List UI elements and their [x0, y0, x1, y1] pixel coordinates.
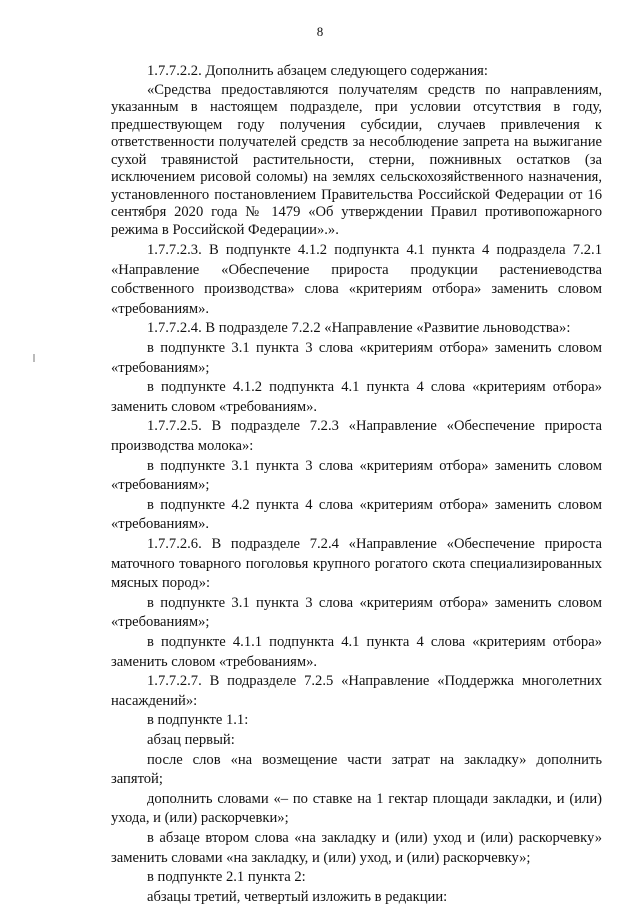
paragraph-subitem: в подпункте 2.1 пункта 2: [147, 869, 306, 886]
page-number: 8 [316, 24, 324, 39]
paragraph-subitem: абзац первый: [147, 731, 235, 748]
paragraph-subitem: в подпункте 4.1.2 подпункта 4.1 пункта 4 слова «критериям отбора» заменить словом «требованиям». [111, 379, 602, 415]
paragraph-subitem: в абзаце втором слова «на закладку и (или) уход и (или) раскорчевку» заменить словами «на закладку, и (или) уход, и (или) раскорчевку»; [111, 829, 602, 866]
paragraph-1-7-7-2-2: 1.7.7.2.2. Дополнить абзацем следующего содержания: [147, 63, 488, 79]
paragraph-subitem: в подпункте 3.1 пункта 3 слова «критериям отбора» заменить словом «требованиям»; [111, 340, 602, 376]
paragraph-subitem: дополнить словами «– по ставке на 1 гектар площади закладки, и (или) ухода, и (или) раскорчевки»; [111, 790, 602, 827]
paragraph-1-7-7-2-3: 1.7.7.2.3. В подпункте 4.1.2 подпункта 4.1 пункта 4 подраздела 7.2.1 «Направление «Обеспечение прироста продукции растениеводства собственного производства» слова «критериям отбора» заменить словом «требованиям». [111, 242, 602, 317]
document-body [111, 62, 602, 907]
paragraph-1-7-7-2-4: 1.7.7.2.4. В подразделе 7.2.2 «Направление «Развитие льноводства»: [147, 320, 571, 337]
paragraph-inserted-text: «Средства предоставляются получателям средств по направлениям, указанным в настоящем подразделе, при условии отсутствия в году, предшествующем году получения субсидии, случаев привлечения к ответственности получателей средств за несоблюдение запрета на выжигание сухой травянистой растительности, стерни, пожнивных остатков (за исключением рисовой соломы) на землях сельскохозяйственного назначения, установленного постановлением Правительства Российской Федерации от 16 сентября 2020 года № 1479 «Об утверждении Правил противопожарного режима в Российской Федерации».». [111, 81, 602, 238]
paragraph-subitem: в подпункте 3.1 пункта 3 слова «критериям отбора» заменить словом «требованиям»; [111, 594, 602, 631]
paragraph-1-7-7-2-5: 1.7.7.2.5. В подразделе 7.2.3 «Направление «Обеспечение прироста производства молока»: [111, 418, 602, 455]
paragraph-subitem: после слов «на возмещение части затрат на закладку» дополнить запятой; [111, 751, 602, 788]
paragraph-subitem: в подпункте 1.1: [147, 712, 249, 729]
paragraph-subitem: абзацы третий, четвертый изложить в редакции: [147, 888, 448, 905]
paragraph-1-7-7-2-6: 1.7.7.2.6. В подразделе 7.2.4 «Направление «Обеспечение прироста маточного товарного поголовья крупного рогатого скота специализированных мясных пород»: [111, 536, 602, 592]
margin-mark [33, 354, 35, 362]
paragraph-1-7-7-2-7: 1.7.7.2.7. В подразделе 7.2.5 «Направление «Поддержка многолетних насаждений»: [111, 673, 602, 709]
paragraph-subitem: в подпункте 3.1 пункта 3 слова «критериям отбора» заменить словом «требованиям»; [111, 457, 602, 494]
paragraph-subitem: в подпункте 4.1.1 подпункта 4.1 пункта 4 слова «критериям отбора» заменить словом «требованиям». [111, 633, 602, 670]
paragraph-subitem: в подпункте 4.2 пункта 4 слова «критериям отбора» заменить словом «требованиям». [111, 496, 602, 533]
